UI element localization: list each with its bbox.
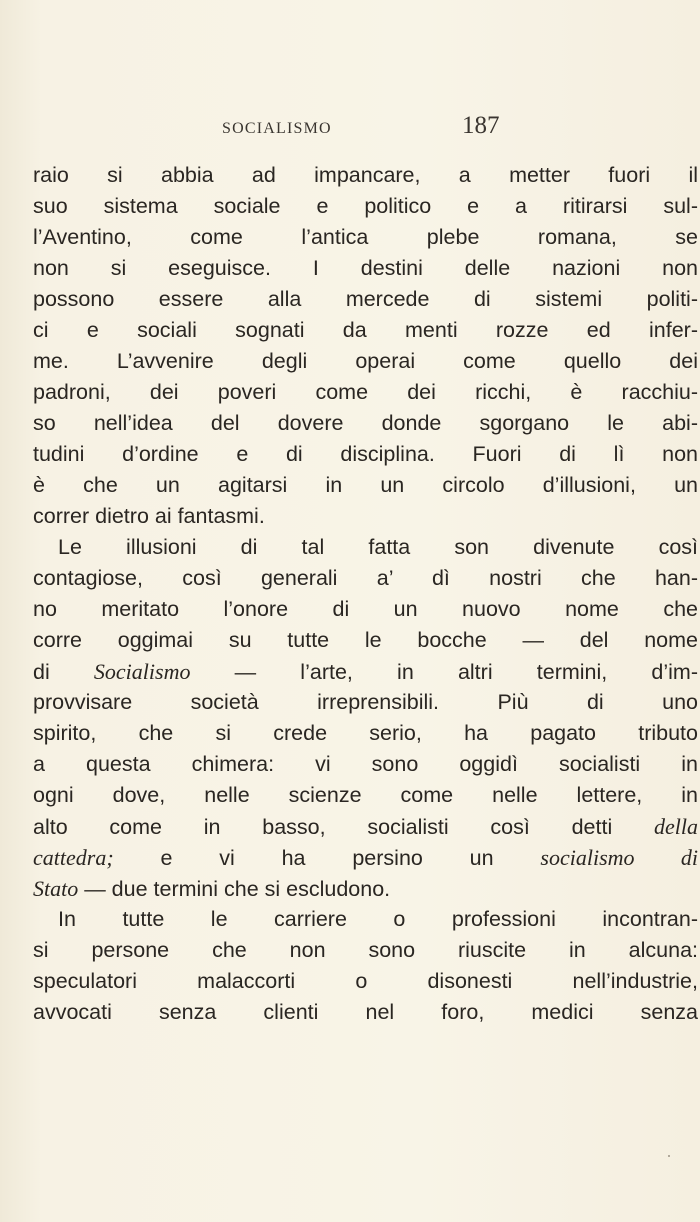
text-line: l’Aventino, come l’antica plebe romana, se	[33, 225, 698, 249]
italic-term: cattedra;	[33, 845, 114, 870]
text-line: ogni dove, nelle scienze come nelle lettere, in	[33, 783, 698, 807]
paragraph-3	[33, 904, 698, 1028]
page-number: 187	[462, 112, 500, 139]
text-line: so nell’idea del dovere donde sgorgano le abi-	[33, 411, 698, 435]
text-line: avvocati senza clienti nel foro, medici senza	[33, 1000, 698, 1024]
italic-term: della	[654, 814, 698, 839]
text-line: non si eseguisce. I destini delle nazioni non	[33, 256, 698, 280]
text-line: contagiose, così generali a’ dì nostri che han-	[33, 566, 698, 590]
text-run: — l’arte, in altri termini, d’im-	[190, 660, 698, 684]
text-line: provvisare società irreprensibili. Più di uno	[33, 690, 698, 714]
paragraph-2	[33, 532, 698, 904]
text-run: alto come in basso, socialisti così detti	[33, 815, 654, 839]
text-line: me. L’avvenire degli operai come quello dei	[33, 349, 698, 373]
text-line: si persone che non sono riuscite in alcuna:	[33, 938, 698, 962]
italic-term: Socialismo	[93, 659, 191, 684]
text-line: possono essere alla mercede di sistemi politi-	[33, 287, 698, 311]
text-line	[33, 811, 698, 842]
text-line: correr dietro ai fantasmi.	[33, 504, 265, 528]
text-line: corre oggimai su tutte le bocche — del nome	[33, 628, 698, 652]
running-title: SOCIALISMO	[222, 120, 332, 137]
italic-term: socialismo di	[540, 845, 698, 870]
text-line: speculatori malaccorti o disonesti nell’industrie,	[33, 969, 698, 993]
italic-term: Stato	[33, 876, 79, 901]
text-line: Le illusioni di tal fatta son divenute così	[58, 535, 698, 559]
text-line: raio si abbia ad impancare, a metter fuori il	[33, 163, 698, 187]
text-line: In tutte le carriere o professioni incontran-	[58, 907, 698, 931]
body-text	[33, 160, 698, 1028]
text-run: di	[33, 660, 94, 684]
page-header	[0, 108, 700, 148]
text-line: ci e sociali sognati da menti rozze ed infer-	[33, 318, 698, 342]
text-line: è che un agitarsi in un circolo d’illusioni, un	[33, 473, 698, 497]
text-line: suo sistema sociale e politico e a ritirarsi sul-	[33, 194, 698, 218]
text-line	[33, 873, 698, 904]
text-line: padroni, dei poveri come dei ricchi, è racchiu-	[33, 380, 698, 404]
text-line: spirito, che si crede serio, ha pagato tributo	[33, 721, 698, 745]
text-run: — due termini che si escludono.	[78, 877, 391, 901]
text-line: a questa chimera: vi sono oggidì socialisti in	[33, 752, 698, 776]
text-line	[33, 842, 698, 873]
text-line	[33, 656, 698, 687]
text-line: tudini d’ordine e di disciplina. Fuori di lì non	[33, 442, 698, 466]
paper-speck	[668, 1155, 670, 1157]
text-line: no meritato l’onore di un nuovo nome che	[33, 597, 698, 621]
text-run: e vi ha persino un	[113, 846, 541, 870]
paragraph-1	[33, 160, 698, 532]
